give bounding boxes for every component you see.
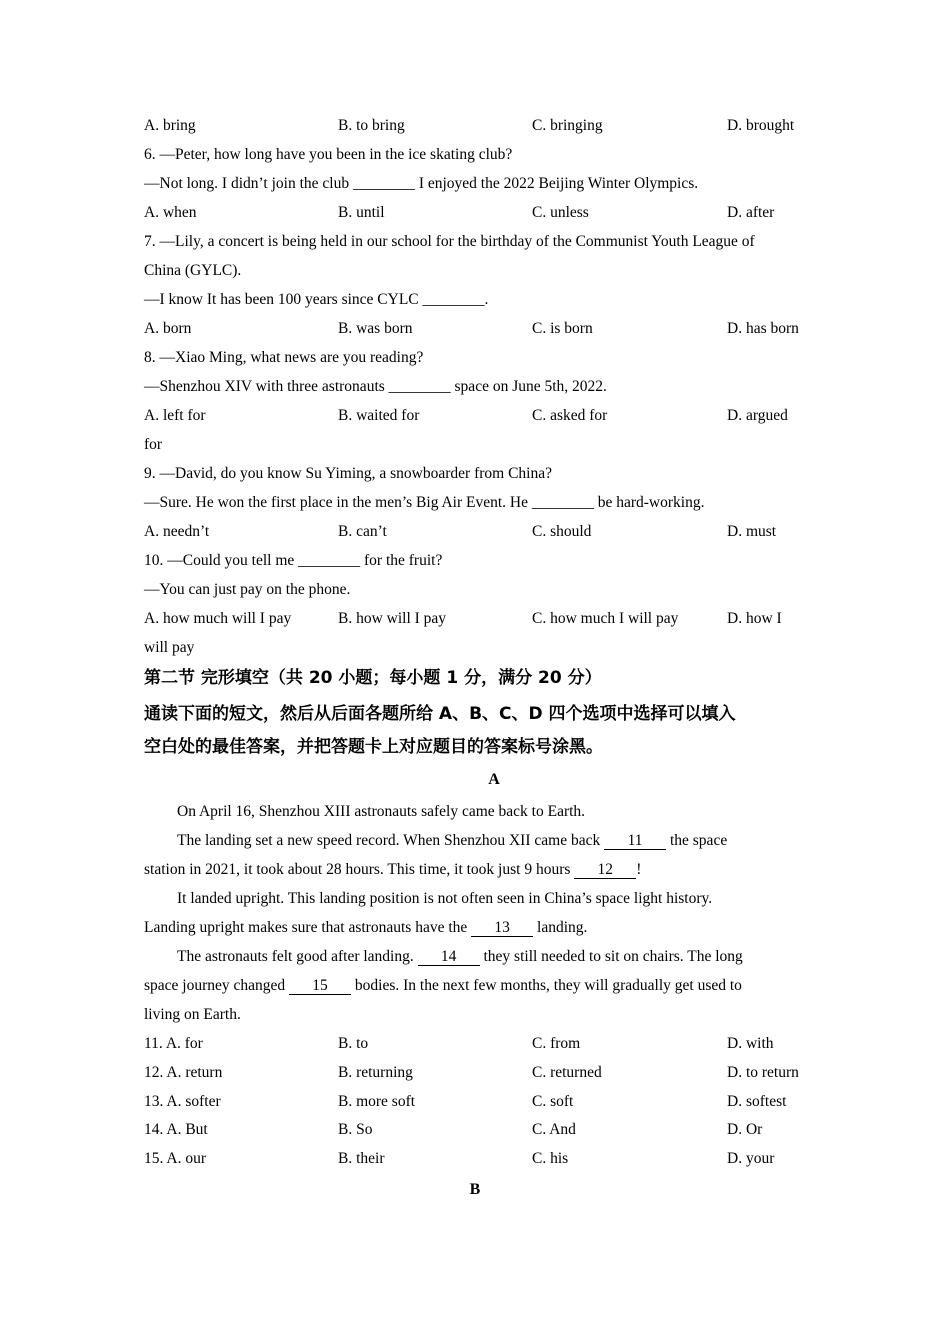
option-b: B. how will I pay [338,610,447,627]
option-a: A. bring [144,117,196,134]
q11-options [144,1034,824,1054]
option-c: C. unless [532,204,589,221]
text: space journey changed [144,977,290,994]
option-d: D. to return [727,1064,799,1081]
option-d: D. argued [727,407,788,424]
q7-line2: China (GYLC). [144,262,242,279]
text: The landing set a new speed record. When Shenzhou XII came back [177,832,605,849]
option-a: 12. A. return [144,1064,223,1081]
option-d: D. brought [727,117,795,134]
q10-line1: 10. —Could you tell me ________ for the fruit? [144,552,443,569]
blank-15: 15 [289,978,351,995]
option-a: 15. A. our [144,1150,206,1167]
option-b: B. returning [338,1064,413,1081]
q7-line1: 7. —Lily, a concert is being held in our school for the birthday of the Communist Youth League of [144,233,755,250]
passage-a-p4-line2 [144,976,742,996]
q10-line2: —You can just pay on the phone. [144,581,351,598]
option-c: C. is born [532,320,593,337]
passage-a-p3-line1: It landed upright. This landing position is not often seen in China’s space light history. [177,890,713,907]
option-a: A. when [144,204,197,221]
option-d: D. your [727,1150,775,1167]
q8-option-wrap: for [144,436,163,453]
option-a: A. how much will I pay [144,610,292,627]
q5-options [144,116,824,136]
option-c: C. And [532,1121,576,1138]
q13-options [144,1092,824,1112]
q14-options [144,1120,824,1140]
section-instructions-2: 空白处的最佳答案，并把答题卡上对应题目的答案标号涂黑。 [144,737,603,757]
option-b: B. can’t [338,523,387,540]
option-c: C. should [532,523,592,540]
text: landing. [533,919,588,936]
passage-a-label: A [488,771,500,788]
q8-line2: —Shenzhou XIV with three astronauts ________ space on June 5th, 2022. [144,378,607,395]
option-b: B. waited for [338,407,420,424]
text: they still needed to sit on chairs. The long [479,948,743,965]
q9-line2: —Sure. He won the first place in the men’s Big Air Event. He ________ be hard-working. [144,494,705,511]
option-c: C. how much I will pay [532,610,679,627]
passage-a-p1: On April 16, Shenzhou XIII astronauts safely came back to Earth. [177,803,586,820]
q8-options [144,406,824,426]
text: station in 2021, it took about 28 hours. This time, it took just 9 hours [144,861,575,878]
q12-options [144,1063,824,1083]
option-a: 11. A. for [144,1035,203,1052]
option-d: D. with [727,1035,774,1052]
option-d: D. after [727,204,775,221]
text: Landing upright makes sure that astronauts have the [144,919,472,936]
passage-a-p4-line3: living on Earth. [144,1006,241,1023]
q8-line1: 8. —Xiao Ming, what news are you reading? [144,349,424,366]
passage-a-p3-line2 [144,918,587,938]
q7-line3: —I know It has been 100 years since CYLC ________. [144,291,489,308]
q10-option-wrap: will pay [144,639,195,656]
option-a: 13. A. softer [144,1093,221,1110]
option-c: C. his [532,1150,569,1167]
q6-options [144,203,824,223]
option-b: B. more soft [338,1093,416,1110]
q6-line2: —Not long. I didn’t join the club ________ I enjoyed the 2022 Beijing Winter Olympics. [144,175,699,192]
q9-line1: 9. —David, do you know Su Yiming, a snowboarder from China? [144,465,552,482]
option-b: B. until [338,204,385,221]
blank-12: 12 [574,862,636,879]
option-a: A. left for [144,407,206,424]
passage-a-p4-line1 [177,947,743,967]
option-d: D. how I [727,610,782,627]
option-b: B. to [338,1035,369,1052]
blank-14: 14 [418,949,480,966]
option-a: A. born [144,320,192,337]
option-a: A. needn’t [144,523,210,540]
q15-options [144,1149,824,1169]
text: The astronauts felt good after landing. [177,948,418,965]
option-c: C. from [532,1035,581,1052]
q9-options [144,522,824,542]
text: the space [666,832,728,849]
text: bodies. In the next few months, they will gradually get used to [351,977,742,994]
passage-b-label: B [469,1181,481,1198]
option-d: D. softest [727,1093,787,1110]
passage-a-p2-line1 [177,831,727,851]
option-a: 14. A. But [144,1121,208,1138]
q6-line1: 6. —Peter, how long have you been in the ice skating club? [144,146,513,163]
option-b: B. their [338,1150,385,1167]
passage-a-p2-line2 [144,860,641,880]
q7-options [144,319,824,339]
blank-13: 13 [471,920,533,937]
blank-11: 11 [604,833,666,850]
option-c: C. asked for [532,407,608,424]
option-d: D. must [727,523,777,540]
option-c: C. returned [532,1064,602,1081]
option-d: D. Or [727,1121,763,1138]
option-b: B. to bring [338,117,405,134]
option-c: C. bringing [532,117,603,134]
option-b: B. was born [338,320,413,337]
option-d: D. has born [727,320,799,337]
option-c: C. soft [532,1093,574,1110]
option-b: B. So [338,1121,373,1138]
section-heading: 第二节 完形填空（共 20 小题；每小题 1 分，满分 20 分） [144,668,602,688]
section-instructions-1: 通读下面的短文，然后从后面各题所给 A、B、C、D 四个选项中选择可以填入 [144,704,736,724]
q10-options [144,609,824,629]
text: ! [636,861,642,878]
